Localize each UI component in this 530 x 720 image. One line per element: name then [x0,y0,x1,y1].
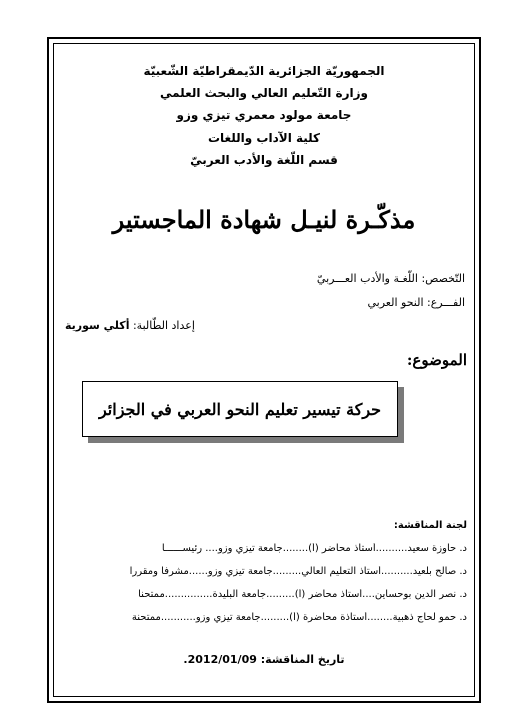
header-university: جامعة مولود معمري تيزي وزو [176,108,352,122]
header-faculty: كلية الآداب واللغات [207,131,321,145]
header-department: قسم اللّغة والأدب العربيّ [190,153,338,167]
committee-title: لجنة المناقشة: [393,520,467,531]
committee-member: د. حمو لحاج ذهبية........أستاذة محاضرة (أ).........جامعة تيزي وزو...........ممتحنة [131,612,467,623]
defense-date-label: تاريخ المناقشة: [260,653,345,666]
thesis-title: مذكّـرة لنيـل شهادة الماجستير [112,205,416,234]
subject-label: الموضوع: [406,351,467,369]
preparer-label: إعداد الطّالبة: [132,319,195,332]
committee-member: د. حاوزة سعيد..........أستاذ محاضر (أ)........جامعة تيزي وزو.... رئيســــــا [161,543,467,554]
thesis-cover [53,43,475,697]
committee-member: د. صالح بلعيد..........أستاذ التعليم العالي.........جامعة تيزي وزو......مشرفا ومقررا [129,566,467,577]
preparer [65,319,195,333]
committee-list [63,543,467,635]
committee-member: د. نصر الدين بوحساين....أستاذ محاضر (أ).........جامعة البليدة...............ممتحنا [138,589,467,600]
defense-date [53,653,475,667]
subject-box [82,381,398,437]
subject-text: حركة تيسير تعليم النحو العربي في الجزائر [98,399,382,419]
header-republic: الجمهوريّة الجزائرية الدّيمقراطيّة الشّعبيّة [143,64,385,78]
header-ministry: وزارة التّعليم العالي والبحث العلمي [159,86,369,100]
branch: الفـــرع: النحو العربي [367,296,465,309]
specialization: التّخصص: اللّغـة والأدب العـــربيّ [316,272,465,285]
preparer-name: أكلي سورية [65,319,130,332]
defense-date-value: 2012/01/09. [183,653,257,666]
